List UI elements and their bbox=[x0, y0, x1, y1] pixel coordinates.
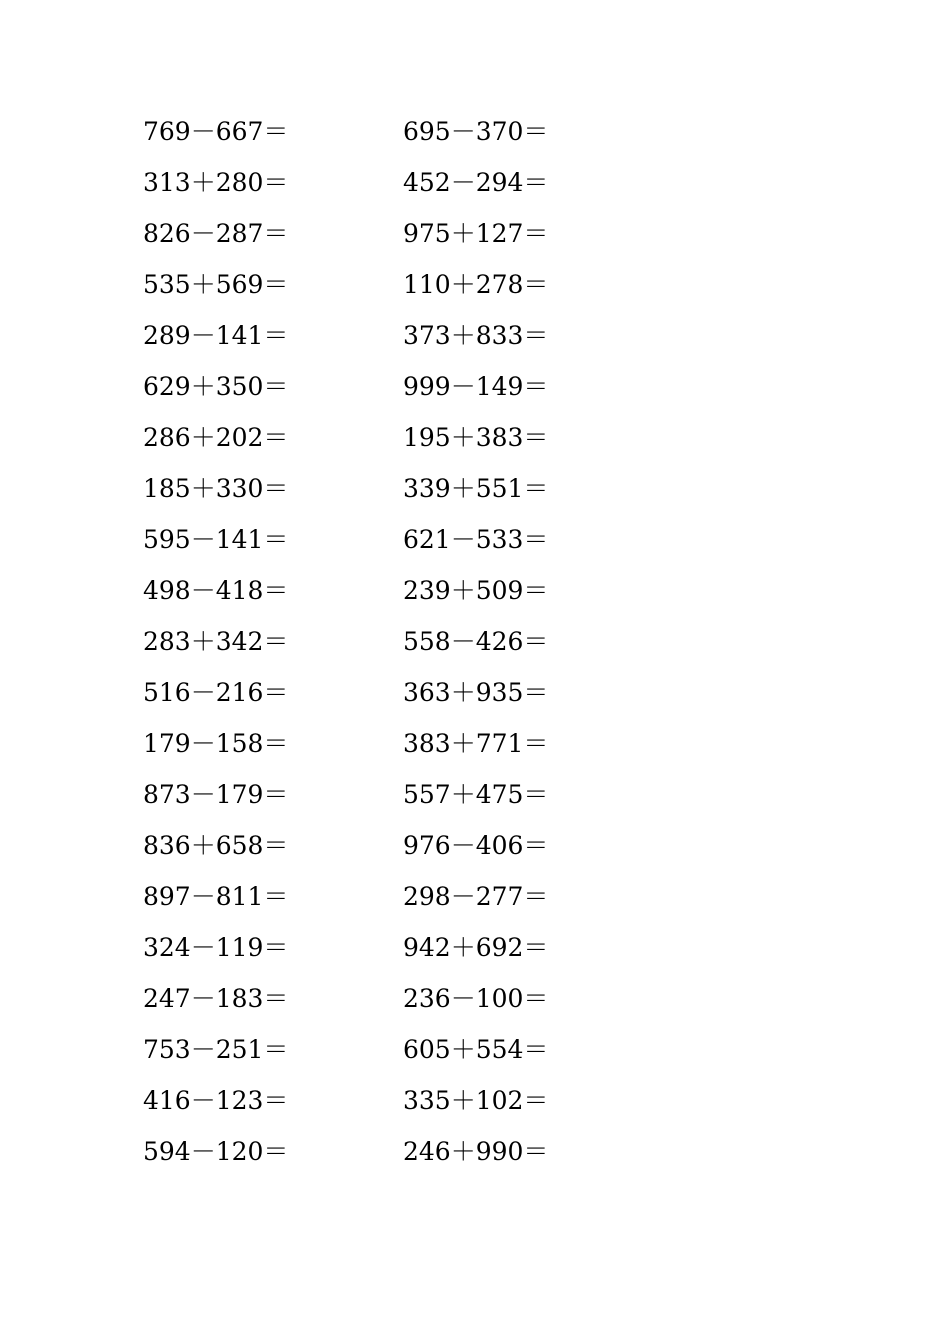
problem-right: 976－406＝ bbox=[403, 831, 549, 860]
problem-right: 557＋475＝ bbox=[403, 780, 549, 809]
problem-row bbox=[0, 1024, 950, 1075]
problem-row bbox=[0, 973, 950, 1024]
problem-left: 629＋350＝ bbox=[143, 372, 289, 401]
problem-right: 363＋935＝ bbox=[403, 678, 549, 707]
problem-row bbox=[0, 1075, 950, 1126]
problem-right: 335＋102＝ bbox=[403, 1086, 549, 1115]
problem-row bbox=[0, 1126, 950, 1177]
problem-row bbox=[0, 310, 950, 361]
problem-left: 283＋342＝ bbox=[143, 627, 289, 656]
problem-left: 769－667＝ bbox=[143, 117, 289, 146]
problem-row bbox=[0, 769, 950, 820]
problem-row bbox=[0, 514, 950, 565]
problem-left: 247－183＝ bbox=[143, 984, 289, 1013]
problem-left: 416－123＝ bbox=[143, 1086, 289, 1115]
problem-left: 594－120＝ bbox=[143, 1137, 289, 1166]
problem-row bbox=[0, 157, 950, 208]
problem-left: 873－179＝ bbox=[143, 780, 289, 809]
problem-right: 195＋383＝ bbox=[403, 423, 549, 452]
problem-row bbox=[0, 106, 950, 157]
problem-left: 286＋202＝ bbox=[143, 423, 289, 452]
problem-row bbox=[0, 412, 950, 463]
problem-right: 605＋554＝ bbox=[403, 1035, 549, 1064]
problem-left: 826－287＝ bbox=[143, 219, 289, 248]
problem-right: 942＋692＝ bbox=[403, 933, 549, 962]
problem-left: 324－119＝ bbox=[143, 933, 289, 962]
problem-right: 339＋551＝ bbox=[403, 474, 549, 503]
problem-left: 498－418＝ bbox=[143, 576, 289, 605]
problem-left: 836＋658＝ bbox=[143, 831, 289, 860]
problem-right: 373＋833＝ bbox=[403, 321, 549, 350]
problem-row bbox=[0, 208, 950, 259]
problem-row bbox=[0, 667, 950, 718]
problem-right: 452－294＝ bbox=[403, 168, 549, 197]
problem-right: 975＋127＝ bbox=[403, 219, 549, 248]
problem-left: 595－141＝ bbox=[143, 525, 289, 554]
problem-right: 558－426＝ bbox=[403, 627, 549, 656]
problem-row bbox=[0, 565, 950, 616]
problem-row bbox=[0, 463, 950, 514]
problem-left: 185＋330＝ bbox=[143, 474, 289, 503]
problem-right: 110＋278＝ bbox=[403, 270, 549, 299]
problem-row bbox=[0, 718, 950, 769]
problem-right: 246＋990＝ bbox=[403, 1137, 549, 1166]
problem-left: 289－141＝ bbox=[143, 321, 289, 350]
problem-row bbox=[0, 922, 950, 973]
problem-left: 179－158＝ bbox=[143, 729, 289, 758]
problem-row bbox=[0, 616, 950, 667]
problem-row bbox=[0, 820, 950, 871]
problem-left: 313＋280＝ bbox=[143, 168, 289, 197]
problem-left: 753－251＝ bbox=[143, 1035, 289, 1064]
problem-row bbox=[0, 871, 950, 922]
problem-left: 897－811＝ bbox=[143, 882, 289, 911]
problem-right: 383＋771＝ bbox=[403, 729, 549, 758]
problem-right: 999－149＝ bbox=[403, 372, 549, 401]
problem-right: 621－533＝ bbox=[403, 525, 549, 554]
problem-left: 516－216＝ bbox=[143, 678, 289, 707]
problem-row bbox=[0, 259, 950, 310]
problem-right: 298－277＝ bbox=[403, 882, 549, 911]
problem-left: 535＋569＝ bbox=[143, 270, 289, 299]
problem-right: 695－370＝ bbox=[403, 117, 549, 146]
problem-right: 239＋509＝ bbox=[403, 576, 549, 605]
problem-right: 236－100＝ bbox=[403, 984, 549, 1013]
problem-row bbox=[0, 361, 950, 412]
